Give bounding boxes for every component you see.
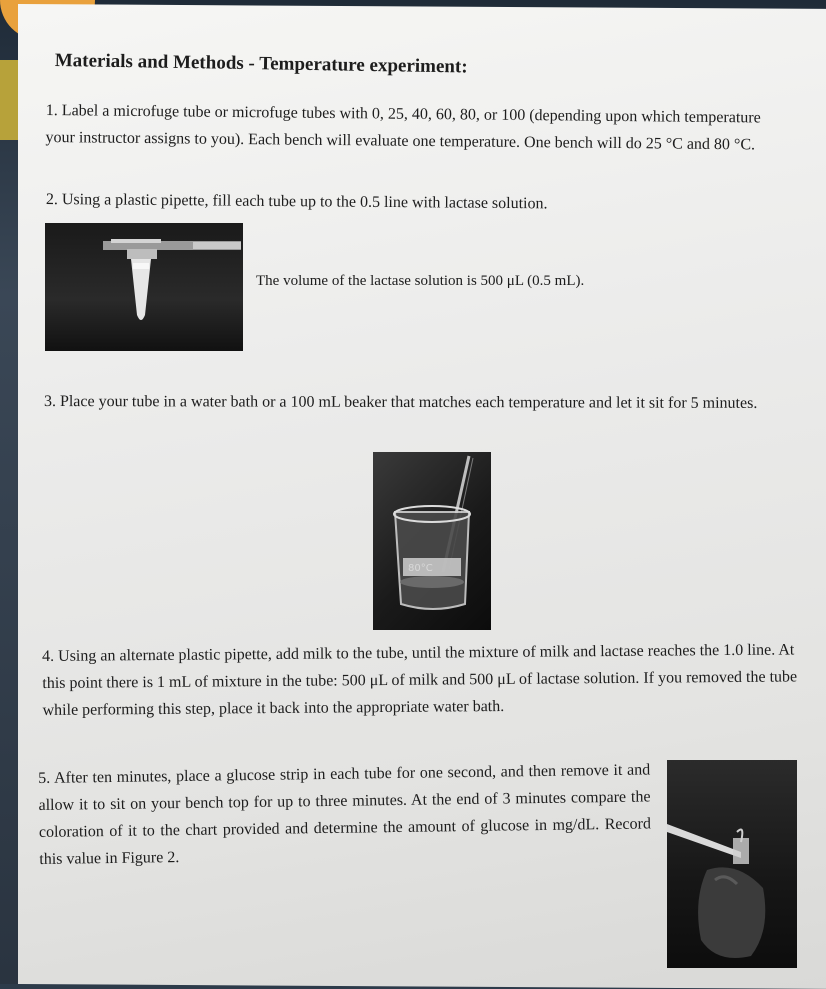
pipette-caption: The volume of the lactase solution is 500 μL (0.5 mL).	[256, 273, 585, 289]
glucose-strip-photo	[667, 760, 797, 968]
pipette-photo	[45, 223, 243, 351]
section-heading: Materials and Methods - Temperature experiment:	[54, 50, 468, 78]
step-2: 2. Using a plastic pipette, fill each tube up to the 0.5 line with lactase solution.	[45, 190, 548, 213]
step-1: 1. Label a microfuge tube or microfuge tubes with 0, 25, 40, 60, 80, or 100 (depending upon which temperature your instructor assigns to you). Each bench will evaluate one temperature. One bench will do 25 °C and 80 °C.	[45, 101, 761, 154]
glucose-strip-illustration	[667, 760, 797, 968]
pipette-illustration	[45, 223, 243, 351]
step-4: 4. Using an alternate plastic pipette, add milk to the tube, until the mixture of milk and lactase reaches the 1.0 line. At this point there is 1 mL of mixture in the tube: 500 μL of milk and 500 μL of lactase solution. If you removed the tube while performing this step, place it back into the appropriate water bath.	[42, 641, 798, 719]
beaker-illustration	[373, 452, 491, 630]
step-5: 5. After ten minutes, place a glucose strip in each tube for one second, and then remove it and allow it to sit on your bench top for up to three minutes. At the end of 3 minutes compare the coloration of it to the chart provided and determine the amount of glucose in mg/dL. Record this value in Figure 2.	[38, 761, 652, 868]
beaker-photo	[373, 452, 491, 630]
beaker-temperature-label: 80°C	[408, 563, 433, 574]
step-3: 3. Place your tube in a water bath or a 100 mL beaker that matches each temperature and let it sit for 5 minutes.	[43, 392, 758, 412]
